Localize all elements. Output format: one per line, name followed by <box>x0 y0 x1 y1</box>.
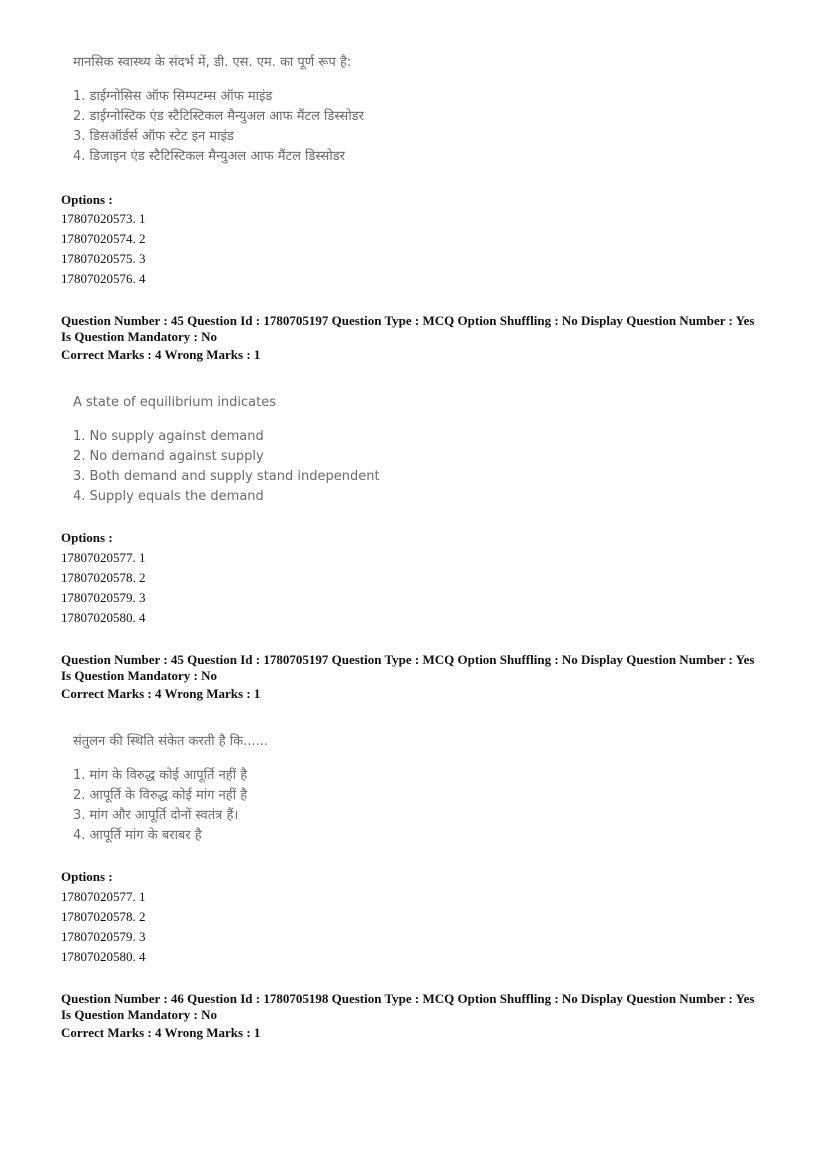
question-46-meta-line-1: Question Number : 46 Question Id : 1780705198 Question Type : MCQ Option Shuffling : No Display Question Number : Yes <box>61 991 755 1006</box>
question-45-hindi-choice-4: 4. आपूर्ति मांग के बराबर है <box>73 828 202 843</box>
question-45-english-choice-1: 1. No supply against demand <box>73 429 264 444</box>
question-44-option-id-2: 17807020574. 2 <box>61 231 146 246</box>
question-45-english-choice-3: 3. Both demand and supply stand independent <box>73 469 380 484</box>
question-45-hindi-option-id-1: 17807020577. 1 <box>61 889 146 904</box>
question-45-hindi-meta-line-3: Correct Marks : 4 Wrong Marks : 1 <box>61 686 261 701</box>
question-44-option-id-1: 17807020573. 1 <box>61 211 146 226</box>
question-45-english-option-id-3: 17807020579. 3 <box>61 590 146 605</box>
question-45-hindi-choice-2: 2. आपूर्ति के विरुद्ध कोई मांग नहीं है <box>73 788 248 803</box>
question-45-hindi-choice-3: 3. मांग और आपूर्ति दोनों स्वतंत्र हैं। <box>73 808 239 823</box>
question-44-choice-2: 2. डाईग्नोस्टिक एंड स्टैटिस्टिकल मैन्युअल आफ मैंटल डिस्सोडर <box>73 109 364 124</box>
question-45-english-option-id-4: 17807020580. 4 <box>61 610 146 625</box>
question-44-option-id-3: 17807020575. 3 <box>61 251 146 266</box>
question-45-english-image <box>73 395 380 507</box>
question-46-meta-line-3: Correct Marks : 4 Wrong Marks : 1 <box>61 1025 261 1040</box>
question-44-choice-list <box>73 87 364 167</box>
question-44-choice-4: 4. डिजाइन एंड स्टैटिस्टिकल मैन्युअल आफ मैंटल डिस्सोडर <box>73 149 345 164</box>
question-45-hindi-option-id-2: 17807020578. 2 <box>61 909 146 924</box>
question-46-meta-line-2: Is Question Mandatory : No <box>61 1007 218 1022</box>
question-45-english-choice-4: 4. Supply equals the demand <box>73 489 264 504</box>
question-44-option-id-4: 17807020576. 4 <box>61 271 146 286</box>
question-44-choice-3: 3. डिसऑर्डर्स ऑफ स्टेट इन माइंड <box>73 129 234 144</box>
question-45-meta-line-1: Question Number : 45 Question Id : 1780705197 Question Type : MCQ Option Shuffling : No Display Question Number : Yes <box>61 313 755 328</box>
question-45-hindi-options-label: Options : <box>61 869 113 884</box>
question-45-hindi-image <box>73 734 268 846</box>
question-45-hindi-choice-1: 1. मांग के विरुद्ध कोई आपूर्ति नहीं है <box>73 768 248 783</box>
question-45-hindi-meta-line-2: Is Question Mandatory : No <box>61 668 218 683</box>
question-45-english-option-id-2: 17807020578. 2 <box>61 570 146 585</box>
question-45-english-option-id-1: 17807020577. 1 <box>61 550 146 565</box>
question-45-hindi-meta-line-1: Question Number : 45 Question Id : 1780705197 Question Type : MCQ Option Shuffling : No Display Question Number : Yes <box>61 652 755 667</box>
question-44-options-label: Options : <box>61 192 113 207</box>
question-45-english-stem: A state of equilibrium indicates <box>73 395 277 410</box>
question-44-choice-1: 1. डाईग्नोसिस ऑफ सिम्पटम्स ऑफ माइंड <box>73 89 273 104</box>
question-45-hindi-choice-list <box>73 766 268 846</box>
question-45-hindi-stem: संतुलन की स्थिति संकेत करती है कि...... <box>73 734 268 749</box>
question-45-hindi-option-id-4: 17807020580. 4 <box>61 949 146 964</box>
question-44-stem: मानसिक स्वास्थ्य के संदर्भ में, डी. एस. एम. का पूर्ण रूप है: <box>73 55 352 70</box>
question-45-meta-line-2: Is Question Mandatory : No <box>61 329 218 344</box>
question-45-meta-line-3: Correct Marks : 4 Wrong Marks : 1 <box>61 347 261 362</box>
question-45-english-choice-2: 2. No demand against supply <box>73 449 264 464</box>
question-44-image <box>73 55 364 167</box>
question-45-english-choice-list <box>73 427 380 507</box>
question-45-hindi-option-id-3: 17807020579. 3 <box>61 929 146 944</box>
question-45-english-options-label: Options : <box>61 530 113 545</box>
